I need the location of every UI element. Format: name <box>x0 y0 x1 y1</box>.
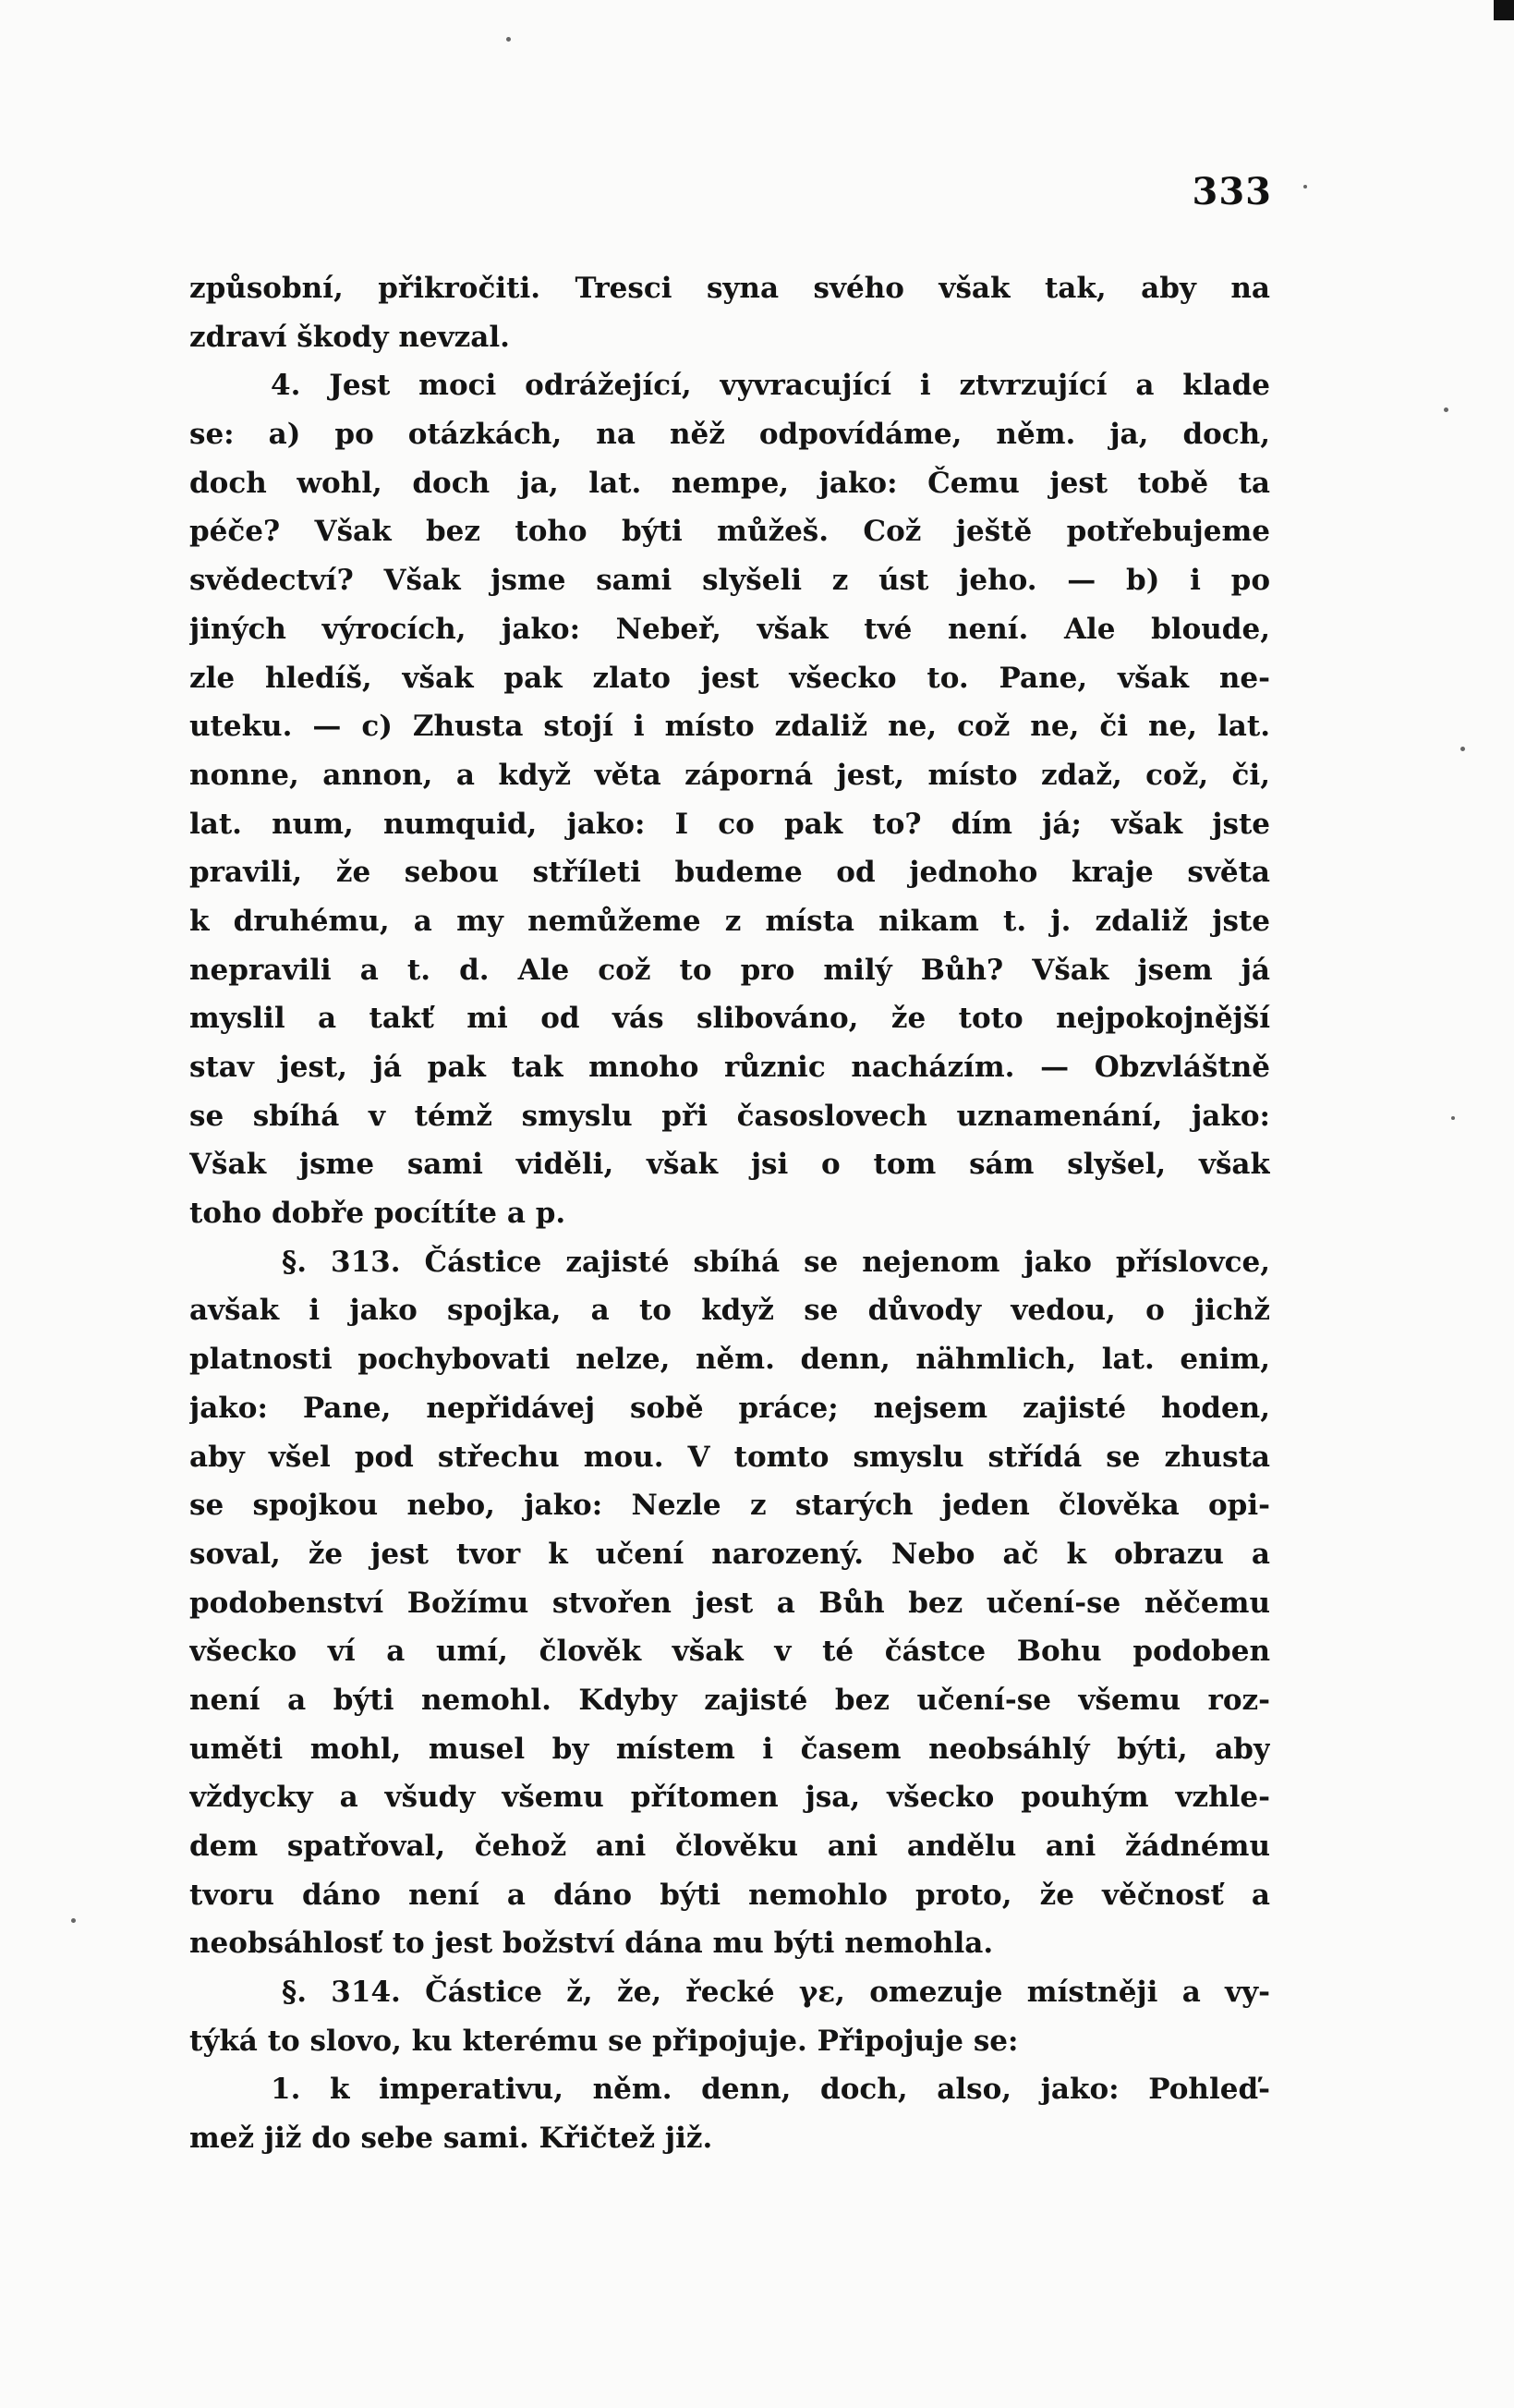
text-line: se: a) po otázkách, na něž odpovídáme, něm. ja, doch, <box>189 418 1270 452</box>
text-line: stav jest, já pak tak mnoho různic nacházím. — Obzvláštně <box>189 1051 1270 1084</box>
text-line: nonne, annon, a když věta záporná jest, místo zdaž, což, či, <box>189 758 1270 792</box>
text-line: podobenství Božímu stvořen jest a Bůh bez učení-se něčemu <box>189 1586 1270 1620</box>
text-line: toho dobře pocítíte a p. <box>189 1197 566 1231</box>
text-line: dem spatřoval, čehož ani člověku ani andělu ani žádnému <box>189 1830 1270 1863</box>
text-line: svědectví? Však jsme sami slyšeli z úst jeho. — b) i po <box>189 564 1270 598</box>
text-line: způsobní, přikročiti. Tresci syna svého však tak, aby na <box>189 272 1270 305</box>
text-line: aby všel pod střechu mou. V tomto smyslu střídá se zhusta <box>189 1440 1270 1474</box>
body-text <box>189 264 1270 2163</box>
page-number: 333 <box>1192 170 1272 213</box>
dust-speck <box>1444 407 1448 412</box>
text-line: není a býti nemohl. Kdyby zajisté bez učení-se všemu roz- <box>189 1683 1270 1717</box>
text-line: soval, že jest tvor k učení narozený. Nebo ač k obrazu a <box>189 1537 1270 1571</box>
text-line: doch wohl, doch ja, lat. nempe, jako: Čemu jest tobě ta <box>189 466 1270 500</box>
text-line: avšak i jako spojka, a to když se důvody vedou, o jichž <box>189 1294 1270 1328</box>
text-line: lat. num, numquid, jako: I co pak to? dím já; však jste <box>189 807 1270 841</box>
scan-corner-mark <box>1494 0 1514 20</box>
text-line: uměti mohl, musel by místem i časem neobsáhlý býti, aby <box>189 1732 1270 1766</box>
text-line: jiných výrocích, jako: Nebeř, však tvé není. Ale bloude, <box>189 612 1270 646</box>
dust-speck <box>1460 747 1465 751</box>
text-line: myslil a takť mi od vás slibováno, že toto nejpokojnější <box>189 1002 1270 1036</box>
text-line: tvoru dáno není a dáno býti nemohlo proto, že věčnosť a <box>189 1878 1270 1912</box>
text-line: §. 314. Částice ž, že, řecké γε, omezuje místněji a vy- <box>282 1976 1270 2010</box>
dust-speck <box>506 37 511 42</box>
text-line: se spojkou nebo, jako: Nezle z starých jeden člověka opi- <box>189 1489 1270 1523</box>
dust-speck <box>71 1918 76 1923</box>
text-line: 4. Jest moci odrážející, vyvracující i ztvrzující a klade <box>271 369 1270 403</box>
text-line: k druhému, a my nemůžeme z místa nikam t. j. zdaliž jste <box>189 904 1270 938</box>
text-line: neobsáhlosť to jest božství dána mu býti nemohla. <box>189 1927 994 1961</box>
text-line: uteku. — c) Zhusta stojí i místo zdaliž ne, což ne, či ne, lat. <box>189 710 1270 744</box>
text-line: jako: Pane, nepřidávej sobě práce; nejsem zajisté hoden, <box>189 1391 1270 1425</box>
text-line: zle hledíš, však pak zlato jest všecko to. Pane, však ne- <box>189 661 1270 695</box>
text-line: zdraví škody nevzal. <box>189 320 510 354</box>
text-line: platnosti pochybovati nelze, něm. denn, nähmlich, lat. enim, <box>189 1343 1270 1377</box>
dust-speck <box>1303 185 1307 189</box>
text-line: 1. k imperativu, něm. denn, doch, also, jako: Pohleď- <box>271 2073 1270 2107</box>
text-line: vždycky a všudy všemu přítomen jsa, všecko pouhým vzhle- <box>189 1781 1270 1815</box>
text-line: péče? Však bez toho býti můžeš. Což ještě potřebujeme <box>189 515 1270 549</box>
text-line: týká to slovo, ku kterému se připojuje. Připojuje se: <box>189 2024 1019 2058</box>
text-line: všecko ví a umí, člověk však v té částce Bohu podoben <box>189 1635 1270 1669</box>
text-line: nepravili a t. d. Ale což to pro milý Bůh? Však jsem já <box>189 953 1270 987</box>
text-line: se sbíhá v témž smyslu při časoslovech uznamenání, jako: <box>189 1099 1270 1133</box>
dust-speck <box>1451 1116 1455 1120</box>
text-line: mež již do sebe sami. Křičtež již. <box>189 2122 713 2156</box>
text-line: §. 313. Částice zajisté sbíhá se nejenom jako příslovce, <box>282 1245 1270 1279</box>
text-line: Však jsme sami viděli, však jsi o tom sám slyšel, však <box>189 1148 1270 1182</box>
text-line: pravili, že sebou stříleti budeme od jednoho kraje světa <box>189 856 1270 890</box>
